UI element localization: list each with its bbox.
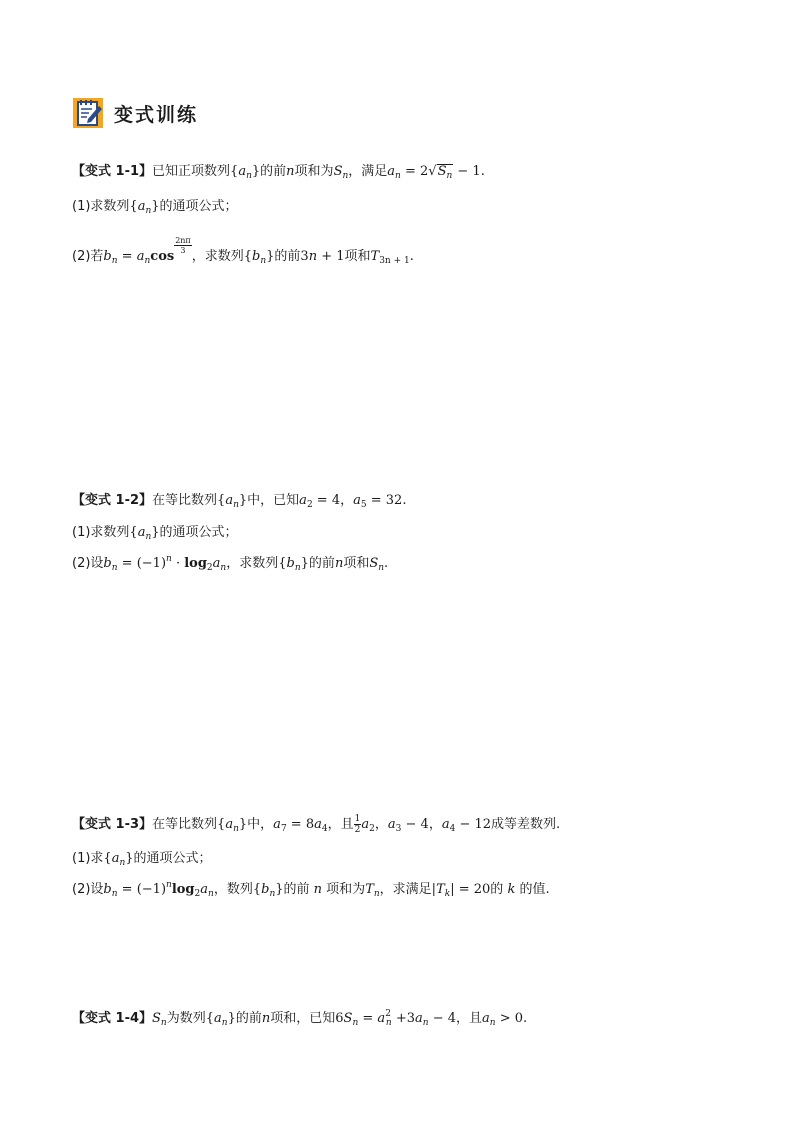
problem-1-3-part-2: (2)设$b_n = (-1)^n\log_2a_n$，数列$\{b_n\}$的前 n 项和为$T_n$，求满足$|T_k| = 20$的 k 的值. [72, 880, 550, 899]
problem-1-4-stem: 【变式 1-4】$S_n$为数列$\{a_n\}$的前n项和，已知$6S_n = a^2_n +3a_n - 4$，且$a_n > 0$. [72, 1009, 528, 1028]
section-header [72, 97, 198, 129]
problem-1-3-part-1: (1)求$\{a_n\}$的通项公式； [72, 851, 212, 868]
problem-label: 【变式 1-3】 [72, 817, 153, 832]
problem-label: 【变式 1-4】 [72, 1011, 153, 1026]
problem-1-1-part-1: (1)求数列$\{a_n\}$的通项公式； [72, 199, 238, 216]
problem-label: 【变式 1-1】 [72, 164, 153, 179]
problem-label: 【变式 1-2】 [72, 493, 153, 508]
problem-1-3-stem: 【变式 1-3】在等比数列$\{a_n\}$中，$a_7 = 8a_4$，且 $\frac{1}{2}$ $a_2$，$a_3 - 4$，$a_4 - 12$成等差数列. [72, 814, 561, 835]
problem-1-2-part-1: (1)求数列$\{a_n\}$的通项公式； [72, 525, 238, 542]
section-title: 变式训练 [114, 103, 199, 126]
notepad-pen-icon [72, 97, 104, 129]
problem-1-1-stem: 【变式 1-1】已知正项数列$\{a_n\}$的前n项和为$S_n$，满足$a_n = 2√S_n - 1$. [72, 164, 485, 181]
problem-1-2-part-2: (2)设$b_n = (-1)^n \cdot \log_2a_n$，求数列$\{b_n\}$的前n项和$S_n$. [72, 554, 389, 573]
problem-1-1-part-2: (2)若$b_n = a_n\cos$ $\frac{2n\pi}{3}$ ，求数列$\{b_n\}$的前3n + 1项和$T_{3n + 1}$. [72, 236, 414, 266]
problem-1-2-stem: 【变式 1-2】在等比数列$\{a_n\}$中，已知$a_2 = 4$，$a_5 = 32$. [72, 493, 407, 510]
